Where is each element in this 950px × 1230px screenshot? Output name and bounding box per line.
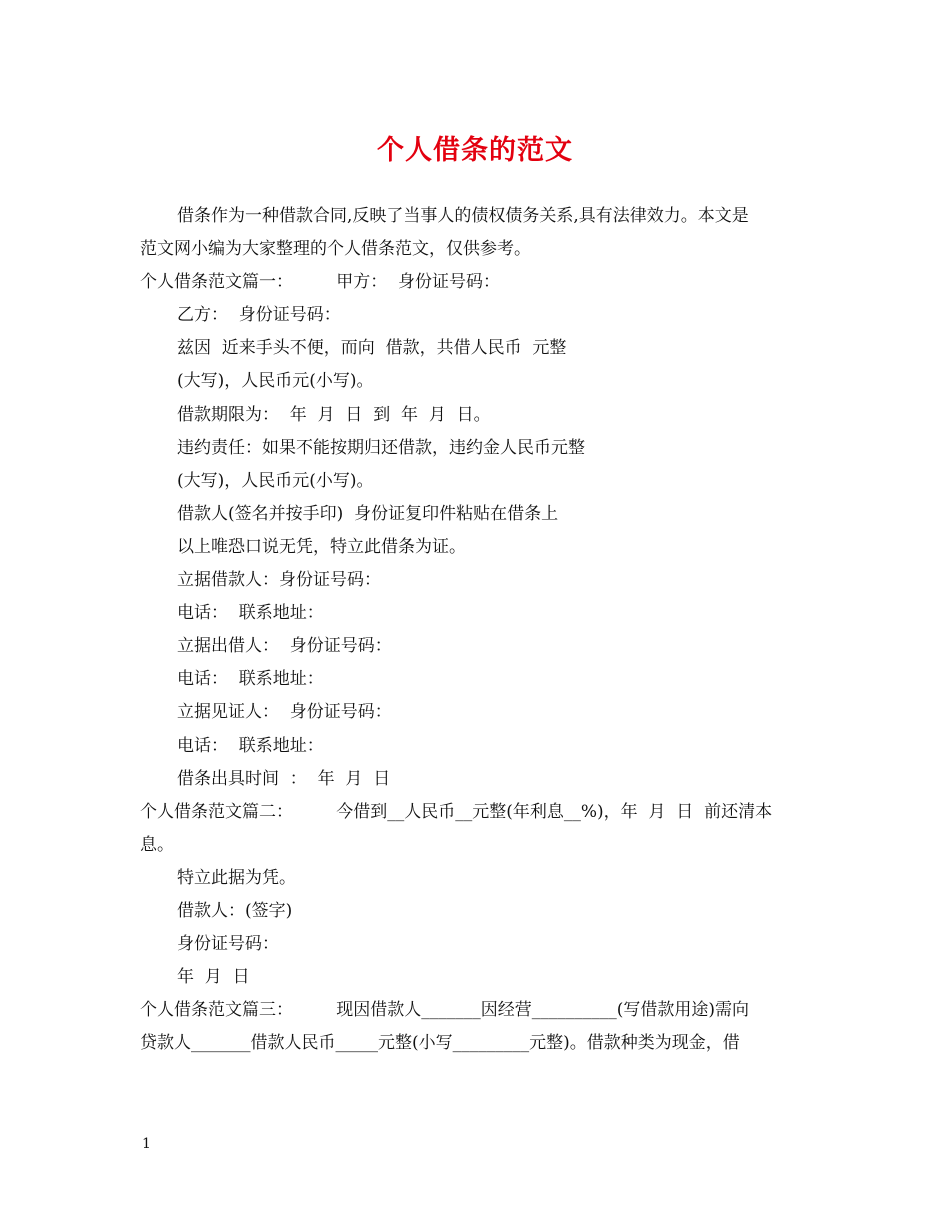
page-number: 1 [142, 1136, 151, 1152]
paragraph-line: 立据见证人： 身份证号码： [177, 702, 392, 723]
paragraph-line: 个人借条范文篇二： 今借到__人民币__元整(年利息__%)，年 月 日 前还清本 [140, 801, 773, 822]
document-body [140, 200, 812, 1060]
paragraph-line: (大写)，人民币元(小写)。 [177, 470, 374, 491]
paragraph-line: 以上唯恐口说无凭，特立此借条为证。 [177, 536, 466, 557]
paragraph-line: 违约责任：如果不能按期归还借款，违约金人民币元整 [177, 437, 585, 458]
paragraph-line: 立据出借人： 身份证号码： [177, 636, 392, 657]
paragraph-line: 乙方： 身份证号码： [177, 305, 341, 326]
paragraph-line: 范文网小编为大家整理的个人借条范文，仅供参考。 [140, 239, 531, 260]
paragraph-line: 特立此据为凭。 [177, 867, 296, 888]
paragraph-line: 贷款人_______借款人民币_____元整(小写_________元整)。借款种类为现金，借 [140, 1033, 740, 1054]
paragraph-line: 兹因 近来手头不便，而向 借款，共借人民币 元整 [177, 338, 567, 359]
paragraph-line: 借条作为一种借款合同,反映了当事人的债权债务关系,具有法律效力。本文是 [177, 206, 749, 226]
paragraph-line: 个人借条范文篇一： 甲方： 身份证号码： [140, 272, 501, 293]
paragraph-line: 电话： 联系地址： [177, 603, 324, 624]
paragraph-line: 电话： 联系地址： [177, 735, 324, 756]
paragraph-line: 个人借条范文篇三： 现因借款人_______因经营__________(写借款用途)需向 [140, 1000, 749, 1021]
document-title: 个人借条的范文 [377, 135, 573, 166]
paragraph-line: 借款期限为： 年 月 日 到 年 月 日。 [177, 404, 491, 425]
paragraph-line: 电话： 联系地址： [177, 669, 324, 690]
paragraph-line: 身份证号码： [177, 934, 279, 955]
paragraph-line: 年 月 日 [177, 967, 250, 988]
paragraph-line: 息。 [140, 834, 174, 855]
paragraph-line: 借款人(签名并按手印) 身份证复印件粘贴在借条上 [177, 503, 559, 524]
paragraph-line: (大写)，人民币元(小写)。 [177, 371, 374, 392]
paragraph-line: 借条出具时间 ： 年 月 日 [177, 768, 391, 789]
paragraph-line: 借款人：(签字) [177, 900, 293, 921]
paragraph-line: 立据借款人：身份证号码： [177, 570, 381, 591]
